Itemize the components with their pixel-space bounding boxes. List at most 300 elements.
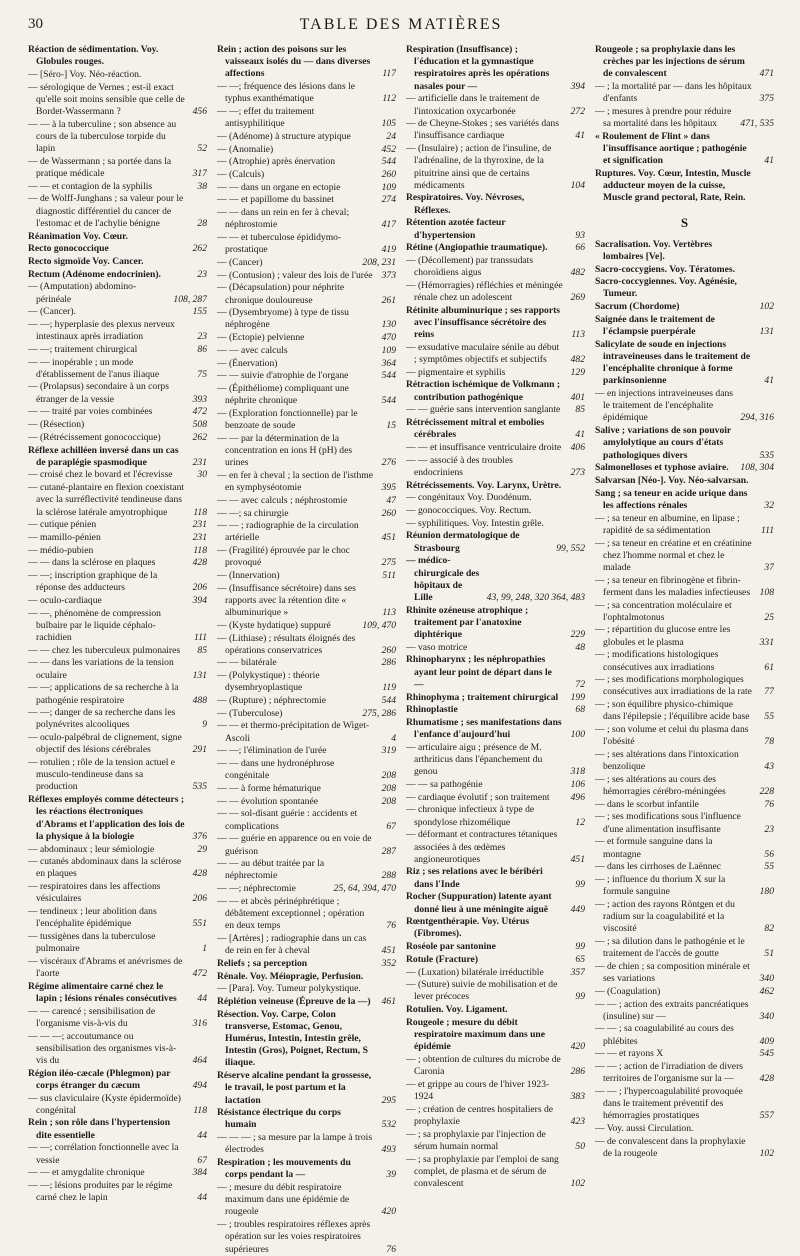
entry-text: — ; ses altérations au cours des hémorragies cérébro-méningées: [595, 773, 726, 798]
entry-text: — médio-pubien: [28, 544, 94, 556]
entry-page-ref: 23: [764, 823, 774, 835]
entry-page-ref: 51: [764, 948, 774, 960]
entry-page-ref: 72: [575, 678, 585, 690]
entry-text: — —; hyperplasie des plexus nerveux intestinaux après irradiation: [28, 318, 175, 343]
index-entry: [28, 794, 207, 843]
index-entry: [217, 270, 396, 282]
index-entry: [217, 783, 396, 795]
index-entry: [595, 836, 774, 860]
index-entry: [406, 692, 585, 704]
entry-text: — ; sa prophylaxie par l'injection de sérum humain normal: [406, 1128, 546, 1152]
entry-page-ref: 294, 316: [740, 412, 774, 424]
entry-page-ref: 449: [570, 903, 585, 915]
index-entry: [406, 255, 585, 279]
index-entry: [595, 649, 774, 673]
entry-page-ref: 180: [759, 886, 774, 898]
index-entry: [28, 757, 207, 794]
index-entry: [28, 1142, 207, 1166]
entry-page-ref: 206: [192, 582, 207, 594]
index-entry: [28, 445, 207, 469]
entry-text: — — associé à des troubles endocriniens: [406, 454, 513, 478]
entry-page-ref: 401: [570, 391, 585, 403]
entry-page-ref: 493: [381, 1144, 396, 1156]
entry-text: Salvarsan [Néo-]. Voy. Néo-salvarsan.: [595, 475, 749, 486]
entry-text: — — au début traitée par la néphrectomie: [217, 858, 325, 882]
entry-page-ref: 12: [575, 816, 585, 828]
index-entry: [595, 168, 774, 205]
entry-text: — dans les cirrhoses de Laënnec: [595, 861, 722, 873]
index-entry: [28, 906, 207, 930]
index-entry: [406, 1129, 585, 1153]
entry-text: — oculo-cardiaque: [28, 594, 102, 606]
index-entry: [406, 1004, 585, 1016]
index-columns: [28, 44, 774, 1256]
index-entry: [217, 657, 396, 669]
entry-text: — ; sa prophylaxie par l'emploi de sang complet, de plasma et de sérum de convalescent: [406, 1153, 559, 1189]
entry-text: Sacro-coccygiens. Voy. Tératomes.: [595, 263, 736, 275]
entry-page-ref: 557: [759, 1110, 774, 1122]
entry-page-ref: 112: [382, 93, 396, 105]
index-entry: [28, 231, 207, 243]
index-entry: [28, 381, 207, 405]
index-entry: [406, 505, 585, 517]
entry-text: — tendineux ; leur abolition dans l'encéphalite épidémique: [28, 906, 157, 930]
entry-text: — — et thermo-précipitation de Wiget-Ascoli: [217, 720, 370, 744]
index-entry: [217, 745, 396, 757]
index-entry: [217, 383, 396, 407]
index-entry: [406, 555, 585, 604]
index-entry: [217, 232, 396, 256]
entry-page-ref: 275: [381, 557, 396, 569]
index-entry: [28, 1068, 207, 1092]
entry-text: — — — ; sa mesure par la lampe à trois électrodes: [217, 1132, 373, 1156]
entry-text: — ; sa concentration moléculaire et l'ophtalmotonus: [595, 599, 732, 623]
entry-text: — ; la mortalité par — dans les hôpitaux d'enfants: [595, 81, 752, 105]
entry-page-ref: 82: [764, 923, 774, 935]
entry-text: — — et papillome du bassinet: [217, 194, 334, 206]
entry-page-ref: 482: [570, 354, 585, 366]
index-entry: [217, 508, 396, 520]
index-entry: [217, 796, 396, 808]
entry-text: Réserve alcaline pendant la grossesse, le travail, le post partum et la lactation: [217, 1070, 372, 1106]
index-entry: [595, 575, 774, 599]
entry-page-ref: 551: [192, 918, 207, 930]
index-entry: [406, 1154, 585, 1191]
entry-page-ref: 470: [381, 332, 396, 344]
entry-text: — (Innervation): [217, 570, 280, 582]
index-entry: [595, 811, 774, 835]
entry-text: Régime alimentaire carné chez le lapin ; lésions rénales consécutives: [28, 980, 177, 1004]
entry-page-ref: 108, 304: [740, 462, 774, 474]
index-entry: [217, 883, 396, 895]
entry-page-ref: 41: [764, 375, 774, 387]
index-entry: [595, 1086, 774, 1123]
index-entry: [595, 1123, 774, 1135]
entry-text: — médico-chirurgicale des hôpitaux de Lille: [406, 555, 480, 603]
entry-text: Rétine (Angiopathie traumatique).: [406, 242, 548, 254]
entry-page-ref: 41: [575, 130, 585, 142]
entry-text: — [Séro-] Voy. Néo-réaction.: [28, 68, 142, 80]
index-entry: [28, 69, 207, 81]
index-entry: [595, 799, 774, 811]
entry-page-ref: 67: [197, 1154, 207, 1166]
entry-text: Rétrécissement mitral et embolies cérébrales: [406, 417, 545, 441]
entry-page-ref: 417: [381, 219, 396, 231]
index-entry: [217, 358, 396, 370]
index-entry: [406, 530, 585, 554]
index-entry: [217, 808, 396, 832]
page-header: [28, 10, 774, 36]
entry-page-ref: 229: [570, 629, 585, 641]
entry-page-ref: 394: [570, 80, 585, 92]
entry-page-ref: 274: [381, 194, 396, 206]
entry-text: — mamillo-pénien: [28, 531, 101, 543]
index-entry: [406, 642, 585, 654]
entry-text: — et formule sanguine dans la montagne: [595, 836, 713, 860]
page-title: TABLE DES MATIÈRES: [299, 16, 503, 33]
entry-page-ref: 52: [197, 143, 207, 155]
index-entry: [406, 367, 585, 379]
entry-text: — (Fragilité) éprouvée par le choc provoqué: [217, 545, 350, 569]
entry-text: — vaso motrice: [406, 641, 468, 653]
index-entry: [28, 844, 207, 856]
entry-text: — (Contusion) ; valeur des lois de l'urée: [217, 269, 373, 281]
entry-page-ref: 286: [381, 657, 396, 669]
index-entry: [217, 1132, 396, 1156]
index-entry: [217, 583, 396, 620]
entry-page-ref: 260: [381, 507, 396, 519]
entry-text: — en fer à cheval ; la section de l'isthme en symphyséotomie: [217, 469, 373, 494]
entry-text: Rétention azotée facteur d'hypertension: [406, 217, 506, 241]
entry-text: — cutique pénien: [28, 519, 97, 531]
entry-text: — ; répartition du glucose entre les globules et le plasma: [595, 624, 731, 648]
index-entry: [217, 1070, 396, 1107]
entry-text: — abdominaux ; leur sémiologie: [28, 843, 155, 855]
entry-text: — (Ectopie) pelvienne: [217, 332, 305, 344]
entry-text: — ; action des rayons Röntgen et du radium sur la coagulabilité et la viscosité: [595, 898, 735, 935]
index-entry: [406, 941, 585, 953]
entry-text: — de chien ; sa composition minérale et ses variations: [595, 960, 750, 985]
entry-text: Rotulien. Voy. Ligament.: [406, 1004, 508, 1016]
index-entry: [406, 492, 585, 504]
entry-page-ref: 55: [764, 861, 774, 873]
index-entry: [28, 1006, 207, 1030]
entry-text: — — dans un organe en ectopie: [217, 181, 341, 193]
entry-text: — — chez les tuberculeux pulmonaires: [28, 644, 181, 656]
entry-text: — en injections intraveineuses dans le traitement de l'encéphalite épidémique: [595, 388, 734, 424]
index-entry: [28, 82, 207, 119]
entry-page-ref: 383: [570, 1091, 585, 1103]
entry-page-ref: 340: [759, 1010, 774, 1022]
entry-text: — ; obtention de cultures du microbe de Caronia: [406, 1053, 561, 1078]
index-entry: [28, 156, 207, 180]
entry-text: Rocher (Suppuration) latente ayant donné lieu à une méningite aiguë: [406, 891, 552, 915]
entry-text: — — sa pathogénie: [406, 778, 483, 790]
entry-page-ref: 68: [575, 704, 585, 716]
entry-text: — cardiaque évolutif ; son traitement: [406, 791, 550, 803]
entry-text: Réflexe achilléen inversé dans un cas de paraplégie spasmodique: [28, 444, 179, 468]
index-entry: [217, 833, 396, 857]
index-entry: [406, 779, 585, 791]
entry-text: — viscéraux d'Abrams et anévrismes de l'aorte: [28, 955, 183, 980]
index-entry: [406, 379, 585, 403]
entry-text: — (Décollement) par transsudats choroïdiens aigus: [406, 254, 534, 279]
entry-text: — (Suture) suivie de mobilisation et de lever précoces: [406, 979, 558, 1003]
entry-page-ref: 118: [193, 506, 207, 518]
index-entry: [217, 282, 396, 306]
entry-text: Sang ; sa teneur en acide urique dans les affections rénales: [595, 487, 748, 511]
entry-text: — déformant et contractures tétaniques associées à des œdèmes angioneurotiques: [406, 829, 558, 865]
entry-page-ref: 420: [381, 1206, 396, 1218]
entry-page-ref: 106: [570, 778, 585, 790]
index-entry: [28, 956, 207, 980]
index-entry: [28, 557, 207, 569]
entry-page-ref: 76: [386, 1243, 396, 1255]
entry-text: — —; applications de sa recherche à la pathogénie respiratoire: [28, 682, 179, 706]
entry-text: Rein ; action des poisons sur les vaisseaux isolés du — dans diverses affections: [217, 44, 371, 80]
entry-page-ref: 451: [570, 853, 585, 865]
index-entry: [406, 1104, 585, 1128]
index-entry: [595, 425, 774, 462]
index-entry: [595, 624, 774, 648]
index-entry: [406, 455, 585, 479]
entry-text: — ; mesure du débit respiratoire maximum dans une épidémie de rougeole: [217, 1181, 350, 1218]
index-entry: [28, 732, 207, 756]
index-entry: [406, 742, 585, 779]
entry-page-ref: 275, 286: [362, 707, 396, 719]
index-entry: [28, 519, 207, 531]
entry-text: — — guérie sans intervention sanglante: [406, 404, 561, 416]
entry-page-ref: 48: [575, 641, 585, 653]
entry-text: Salive ; variations de son pouvoir amylolytique au cours d'états pathologiques divers: [595, 425, 732, 461]
index-entry: [406, 704, 585, 716]
index-entry: [595, 724, 774, 748]
index-entry: [595, 81, 774, 105]
entry-text: — — carencé ; sensibilisation de l'organisme vis-à-vis du: [28, 1005, 156, 1029]
entry-text: — — ; action de l'irradiation de divers territoires de l'organisme sur la —: [595, 1061, 743, 1085]
entry-text: — Voy. aussi Circulation.: [595, 1123, 694, 1135]
entry-text: — (Polykystique) : théorie dysembryoplastique: [217, 670, 320, 694]
entry-text: — (Dysembryome) à type de tissu néphrogène: [217, 307, 349, 331]
index-entry: [595, 538, 774, 575]
index-entry: [28, 406, 207, 418]
entry-page-ref: 535: [192, 781, 207, 793]
entry-text: — —; danger de sa recherche dans les polynévrites alcooliques: [28, 707, 176, 731]
index-entry: [217, 520, 396, 544]
entry-text: — sus claviculaire (Kyste épidermoïde) congénital: [28, 1092, 181, 1116]
entry-text: « Roulement de Flint » dans l'insuffisance aortique ; pathogénie et signification: [595, 130, 747, 167]
entry-text: Rhinite ozéneuse atrophique ; traitement par l'anatoxine diphtérique: [406, 604, 529, 641]
index-entry: [28, 1031, 207, 1068]
entry-text: Reliefs ; sa perception: [217, 957, 308, 969]
entry-text: Recto sigmoïde Voy. Cancer.: [28, 255, 144, 267]
entry-page-ref: 118: [193, 544, 207, 556]
entry-text: — ; mesures à prendre pour réduire sa mortalité dans les hôpitaux: [595, 106, 732, 130]
entry-page-ref: 231: [192, 519, 207, 531]
entry-page-ref: 39: [386, 1169, 396, 1181]
entry-page-ref: 471: [759, 68, 774, 80]
index-entry: [28, 931, 207, 955]
entry-text: Réunion dermatologique de Strasbourg: [406, 530, 520, 554]
index-entry: [28, 256, 207, 268]
index-entry: [217, 194, 396, 206]
entry-page-ref: 260: [381, 644, 396, 656]
index-entry: [406, 404, 585, 416]
entry-page-ref: 129: [570, 366, 585, 378]
index-entry: [28, 1117, 207, 1141]
index-entry: [406, 518, 585, 530]
entry-page-ref: 482: [570, 267, 585, 279]
entry-text: — [Para]. Voy. Tumeur polykystique.: [217, 983, 361, 995]
index-entry: [595, 339, 774, 388]
entry-page-ref: 544: [381, 370, 396, 382]
entry-page-ref: 340: [759, 973, 774, 985]
entry-page-ref: 25: [764, 611, 774, 623]
entry-text: — — avec calculs ; néphrostomie: [217, 494, 348, 506]
index-entry: [406, 480, 585, 492]
entry-text: Rhinopharynx ; les néphropathies ayant leur point de départ dans le —: [406, 654, 552, 690]
index-entry: [28, 682, 207, 706]
entry-page-ref: 4: [391, 732, 396, 744]
entry-text: — respiratoires dans les affections vésiculaires: [28, 881, 161, 905]
entry-text: — (Calculs): [217, 169, 265, 181]
index-entry: [28, 1093, 207, 1117]
entry-page-ref: 464: [192, 1054, 207, 1066]
index-entry: [28, 181, 207, 193]
entry-page-ref: 99, 552: [556, 542, 585, 554]
entry-page-ref: 108: [759, 586, 774, 598]
entry-text: Rhumatisme ; ses manifestations dans l'enfance d'aujourd'hui: [406, 716, 562, 741]
entry-text: — ; sa teneur en fibrinogène et fibrin-ferment dans les maladies infectieuses: [595, 574, 751, 598]
entry-text: — (Lithiase) ; résultats éloignés des opérations conservatrices: [217, 632, 356, 656]
entry-text: — (Amputation) abdomino-périnéale: [28, 281, 137, 305]
entry-page-ref: 228: [759, 786, 774, 798]
entry-text: — — —; accoutumance ou sensibilisation des organismes vis-à-vis du: [28, 1030, 177, 1066]
entry-page-ref: 451: [381, 532, 396, 544]
index-entry: [28, 595, 207, 607]
entry-page-ref: 231: [192, 456, 207, 468]
entry-text: — — et insuffisance ventriculaire droite: [406, 442, 562, 453]
entry-page-ref: 208, 231: [362, 256, 396, 268]
entry-page-ref: 260: [381, 169, 396, 181]
entry-page-ref: 15: [386, 420, 396, 432]
entry-page-ref: 25, 64, 394, 470: [333, 883, 396, 895]
index-entry: [217, 720, 396, 744]
entry-page-ref: 286: [570, 1066, 585, 1078]
entry-page-ref: 56: [764, 848, 774, 860]
entry-page-ref: 23: [197, 331, 207, 343]
index-entry: [28, 119, 207, 156]
entry-text: — —; traitement chirurgical: [28, 343, 138, 355]
index-entry: [406, 342, 585, 366]
index-entry: [595, 674, 774, 698]
index-entry: [217, 1219, 396, 1256]
entry-text: — (Cancer): [217, 256, 263, 268]
entry-page-ref: 373: [381, 269, 396, 281]
entry-text: — —; fréquence des lésions dans le typhus exanthématique: [217, 81, 356, 105]
entry-page-ref: 208: [381, 782, 396, 794]
index-entry: [595, 699, 774, 723]
entry-page-ref: 99: [575, 878, 585, 890]
entry-text: — ; ses modifications morphologiques consécutives aux irradiations de la rate: [595, 674, 752, 698]
entry-page-ref: 394: [192, 594, 207, 606]
entry-text: Salmonelloses et typhose aviaire.: [595, 462, 729, 474]
entry-page-ref: 208: [381, 770, 396, 782]
entry-page-ref: 461: [381, 995, 396, 1007]
entry-page-ref: 317: [192, 168, 207, 180]
entry-text: — [Artères] ; radiographie dans un cas de rein en fer à cheval: [217, 932, 367, 957]
index-entry: [28, 469, 207, 481]
entry-text: Rénale. Voy. Méiopragie, Perfusion.: [217, 970, 364, 982]
entry-text: — (Coagulation): [595, 985, 661, 997]
entry-text: Roséole par santonine: [406, 941, 496, 953]
index-entry: [28, 281, 207, 305]
entry-page-ref: 496: [570, 791, 585, 803]
entry-page-ref: 24: [386, 130, 396, 142]
entry-page-ref: 508: [192, 419, 207, 431]
index-entry: [217, 570, 396, 582]
index-entry: [217, 1107, 396, 1131]
index-entry: [406, 804, 585, 828]
index-entry: [217, 106, 396, 130]
entry-page-ref: 44: [197, 992, 207, 1004]
index-entry: [217, 345, 396, 357]
entry-page-ref: 93: [575, 229, 585, 241]
index-entry: [217, 408, 396, 432]
index-entry: [406, 891, 585, 915]
entry-text: — —; inscription graphique de la réponse des adducteurs: [28, 570, 158, 594]
entry-page-ref: 272: [570, 105, 585, 117]
entry-page-ref: 419: [381, 244, 396, 256]
entry-text: Résistance électrique du corps humain: [217, 1107, 341, 1131]
index-column: [217, 44, 396, 1256]
index-entry: [217, 1182, 396, 1219]
index-entry: [217, 307, 396, 331]
entry-page-ref: 155: [192, 306, 207, 318]
entry-text: — (Exploration fonctionnelle) par le benzoate de soude: [217, 407, 358, 432]
entry-text: — (Anomalie): [217, 143, 274, 155]
entry-page-ref: 102: [759, 301, 774, 313]
entry-page-ref: 544: [381, 695, 396, 707]
entry-page-ref: 428: [192, 868, 207, 880]
entry-text: Riz ; ses relations avec le béribéri dans l'Inde: [406, 866, 543, 890]
index-entry: [217, 332, 396, 344]
index-entry: [595, 388, 774, 425]
entry-text: — (Épithéliome) compliquant une néphrite chronique: [217, 382, 349, 407]
entry-text: Rein ; son rôle dans l'hypertension dite essentielle: [28, 1117, 171, 1141]
index-entry: [28, 856, 207, 880]
entry-page-ref: 76: [386, 920, 396, 932]
entry-page-ref: 273: [570, 466, 585, 478]
index-entry: [406, 967, 585, 979]
entry-text: — —; néphrectomie: [217, 883, 296, 895]
entry-page-ref: 67: [386, 820, 396, 832]
entry-text: — —; l'élimination de l'urée: [217, 745, 327, 757]
index-entry: [217, 495, 396, 507]
entry-page-ref: 43, 99, 248, 320 364, 483: [486, 591, 585, 603]
entry-page-ref: 131: [192, 669, 207, 681]
entry-page-ref: 544: [381, 156, 396, 168]
entry-text: Rœntgenthérapie. Voy. Utérus (Fibromes).: [406, 916, 530, 940]
entry-text: — ; sa teneur en albumine, en lipase ; rapidité de sa sédimentation: [595, 512, 740, 536]
index-entry: [406, 979, 585, 1003]
page-number: 30: [28, 16, 43, 32]
index-entry: [217, 169, 396, 181]
entry-page-ref: 471, 535: [740, 118, 774, 130]
index-entry: [595, 986, 774, 998]
entry-page-ref: 288: [381, 870, 396, 882]
entry-text: — (Énervation): [217, 357, 278, 369]
